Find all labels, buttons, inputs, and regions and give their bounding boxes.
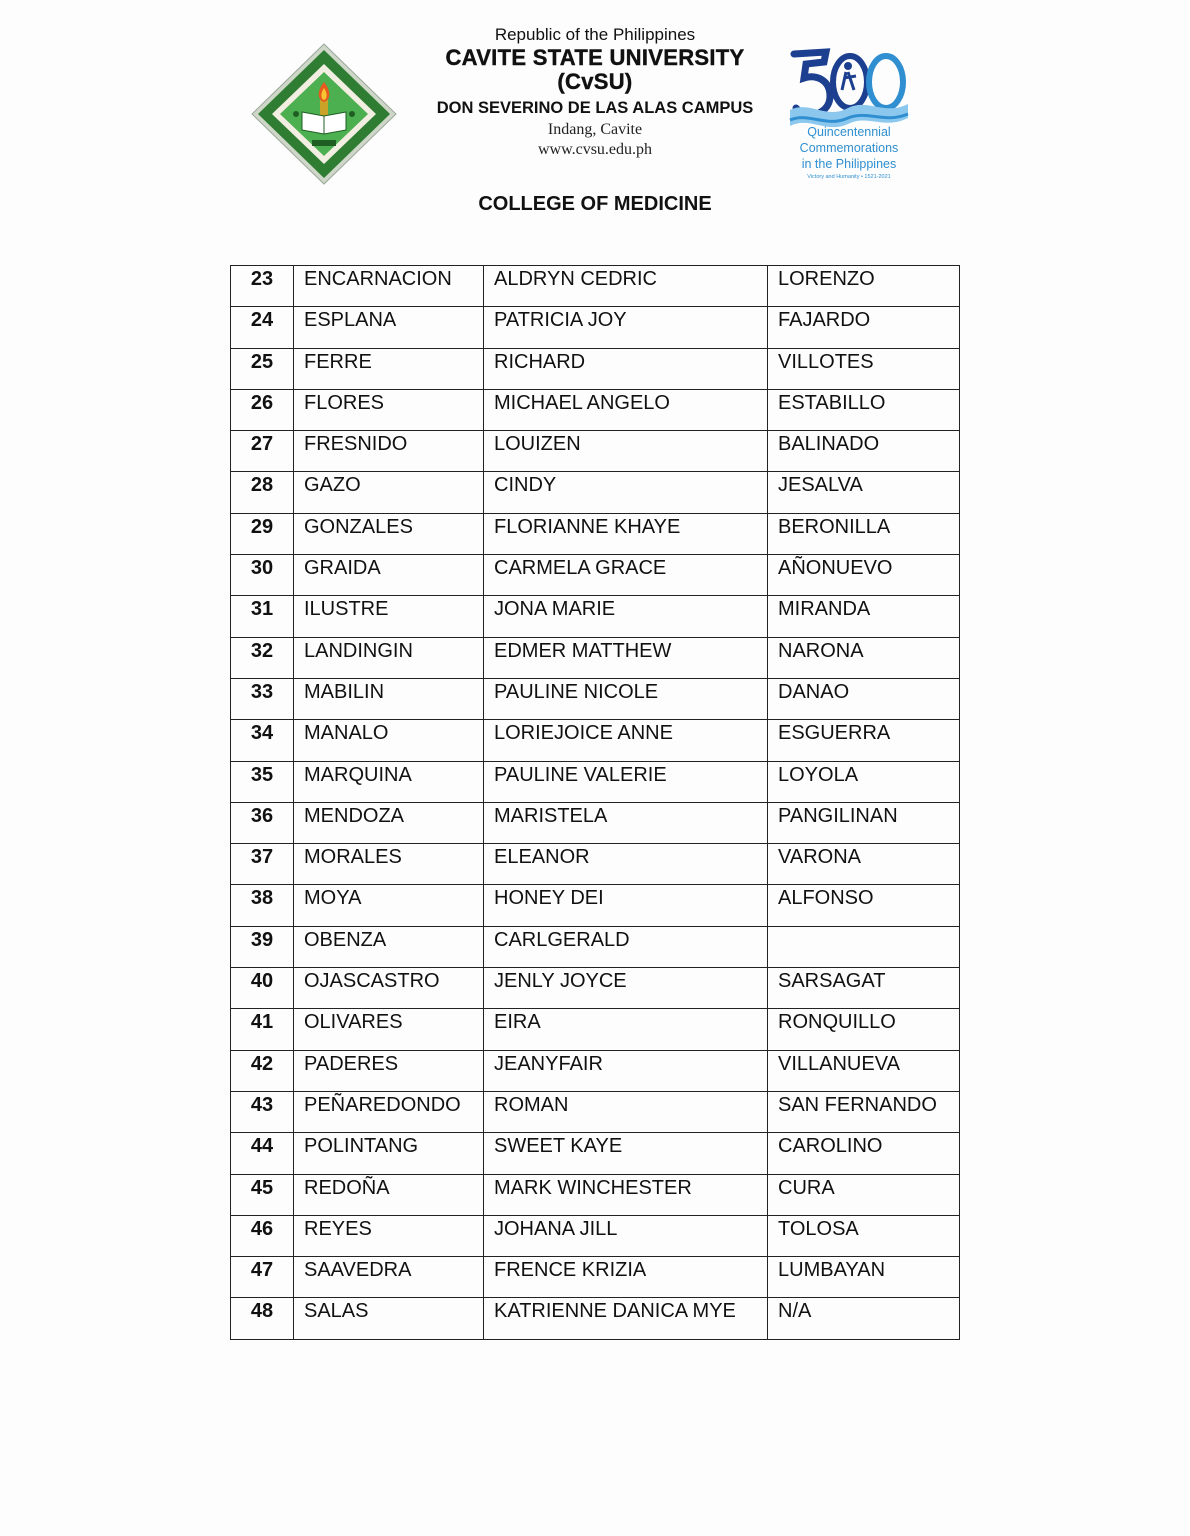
first-name-cell: LOUIZEN (484, 431, 768, 472)
row-number-cell: 27 (231, 431, 294, 472)
last-name-cell: OLIVARES (294, 1009, 484, 1050)
row-number-cell: 30 (231, 555, 294, 596)
first-name-cell: CARMELA GRACE (484, 555, 768, 596)
letterhead (400, 24, 790, 160)
last-name-cell: MARQUINA (294, 761, 484, 802)
middle-name-cell: SARSAGAT (768, 968, 960, 1009)
table-row (231, 1257, 960, 1298)
roster-body (231, 266, 960, 1340)
first-name-cell: ALDRYN CEDRIC (484, 266, 768, 307)
table-row (231, 1009, 960, 1050)
middle-name-cell: RONQUILLO (768, 1009, 960, 1050)
middle-name-cell: CAROLINO (768, 1133, 960, 1174)
middle-name-cell: FAJARDO (768, 307, 960, 348)
first-name-cell: JOHANA JILL (484, 1215, 768, 1256)
row-number-cell: 43 (231, 1091, 294, 1132)
cvsu-seal-icon (250, 42, 398, 186)
row-number-cell: 47 (231, 1257, 294, 1298)
middle-name-cell: ESGUERRA (768, 720, 960, 761)
last-name-cell: LANDINGIN (294, 637, 484, 678)
last-name-cell: ESPLANA (294, 307, 484, 348)
row-number-cell: 32 (231, 637, 294, 678)
last-name-cell: OBENZA (294, 926, 484, 967)
row-number-cell: 46 (231, 1215, 294, 1256)
middle-name-cell: VARONA (768, 844, 960, 885)
table-row (231, 1050, 960, 1091)
table-row (231, 637, 960, 678)
last-name-cell: SALAS (294, 1298, 484, 1339)
table-row (231, 802, 960, 843)
last-name-cell: OJASCASTRO (294, 968, 484, 1009)
row-number-cell: 24 (231, 307, 294, 348)
table-row (231, 472, 960, 513)
middle-name-cell: N/A (768, 1298, 960, 1339)
middle-name-cell: TOLOSA (768, 1215, 960, 1256)
table-row (231, 844, 960, 885)
first-name-cell: EDMER MATTHEW (484, 637, 768, 678)
logo-line-1: Quincentennial (807, 125, 891, 139)
first-name-cell: FRENCE KRIZIA (484, 1257, 768, 1298)
first-name-cell: JEANYFAIR (484, 1050, 768, 1091)
university-abbreviation: (CvSU) (557, 69, 633, 94)
row-number-cell: 41 (231, 1009, 294, 1050)
row-number-cell: 26 (231, 389, 294, 430)
table-row (231, 348, 960, 389)
table-row (231, 1174, 960, 1215)
last-name-cell: PEÑAREDONDO (294, 1091, 484, 1132)
row-number-cell: 33 (231, 678, 294, 719)
table-row (231, 1133, 960, 1174)
table-row (231, 885, 960, 926)
middle-name-cell: CURA (768, 1174, 960, 1215)
student-roster-table (230, 265, 960, 1340)
middle-name-cell: DANAO (768, 678, 960, 719)
row-number-cell: 48 (231, 1298, 294, 1339)
republic-line: Republic of the Philippines (494, 25, 696, 44)
table-row (231, 1091, 960, 1132)
last-name-cell: FLORES (294, 389, 484, 430)
last-name-cell: MORALES (294, 844, 484, 885)
middle-name-cell: VILLANUEVA (768, 1050, 960, 1091)
middle-name-cell (768, 926, 960, 967)
row-number-cell: 35 (231, 761, 294, 802)
row-number-cell: 29 (231, 513, 294, 554)
middle-name-cell: AÑONUEVO (768, 555, 960, 596)
last-name-cell: REYES (294, 1215, 484, 1256)
last-name-cell: GONZALES (294, 513, 484, 554)
row-number-cell: 44 (231, 1133, 294, 1174)
middle-name-cell: LUMBAYAN (768, 1257, 960, 1298)
last-name-cell: REDOÑA (294, 1174, 484, 1215)
table-row (231, 596, 960, 637)
first-name-cell: PAULINE NICOLE (484, 678, 768, 719)
table-row (231, 720, 960, 761)
first-name-cell: LORIEJOICE ANNE (484, 720, 768, 761)
table-row (231, 431, 960, 472)
last-name-cell: GRAIDA (294, 555, 484, 596)
table-row (231, 307, 960, 348)
middle-name-cell: BERONILLA (768, 513, 960, 554)
first-name-cell: CARLGERALD (484, 926, 768, 967)
first-name-cell: MICHAEL ANGELO (484, 389, 768, 430)
middle-name-cell: ALFONSO (768, 885, 960, 926)
table-row (231, 761, 960, 802)
last-name-cell: POLINTANG (294, 1133, 484, 1174)
last-name-cell: FRESNIDO (294, 431, 484, 472)
row-number-cell: 40 (231, 968, 294, 1009)
last-name-cell: MENDOZA (294, 802, 484, 843)
row-number-cell: 45 (231, 1174, 294, 1215)
middle-name-cell: JESALVA (768, 472, 960, 513)
last-name-cell: MABILIN (294, 678, 484, 719)
row-number-cell: 25 (231, 348, 294, 389)
middle-name-cell: LORENZO (768, 266, 960, 307)
last-name-cell: PADERES (294, 1050, 484, 1091)
table-row (231, 555, 960, 596)
row-number-cell: 39 (231, 926, 294, 967)
last-name-cell: GAZO (294, 472, 484, 513)
university-name: CAVITE STATE UNIVERSITY (445, 45, 745, 70)
table-row (231, 678, 960, 719)
first-name-cell: PATRICIA JOY (484, 307, 768, 348)
first-name-cell: MARK WINCHESTER (484, 1174, 768, 1215)
first-name-cell: HONEY DEI (484, 885, 768, 926)
last-name-cell: MOYA (294, 885, 484, 926)
college-title: COLLEGE OF MEDICINE (478, 193, 712, 215)
last-name-cell: ILUSTRE (294, 596, 484, 637)
middle-name-cell: VILLOTES (768, 348, 960, 389)
logo-line-3: in the Philippines (801, 157, 897, 171)
campus-name: DON SEVERINO DE LAS ALAS CAMPUS (436, 99, 754, 117)
middle-name-cell: ESTABILLO (768, 389, 960, 430)
table-row (231, 1298, 960, 1339)
first-name-cell: PAULINE VALERIE (484, 761, 768, 802)
first-name-cell: RICHARD (484, 348, 768, 389)
first-name-cell: SWEET KAYE (484, 1133, 768, 1174)
first-name-cell: FLORIANNE KHAYE (484, 513, 768, 554)
table-row (231, 1215, 960, 1256)
last-name-cell: SAAVEDRA (294, 1257, 484, 1298)
first-name-cell: ROMAN (484, 1091, 768, 1132)
first-name-cell: KATRIENNE DANICA MYE (484, 1298, 768, 1339)
middle-name-cell: PANGILINAN (768, 802, 960, 843)
quincentennial-500-logo-icon (786, 44, 912, 180)
row-number-cell: 34 (231, 720, 294, 761)
table-row (231, 968, 960, 1009)
table-row (231, 389, 960, 430)
row-number-cell: 23 (231, 266, 294, 307)
row-number-cell: 31 (231, 596, 294, 637)
address-line: Indang, Cavite (547, 121, 643, 138)
row-number-cell: 36 (231, 802, 294, 843)
first-name-cell: CINDY (484, 472, 768, 513)
row-number-cell: 42 (231, 1050, 294, 1091)
row-number-cell: 28 (231, 472, 294, 513)
middle-name-cell: SAN FERNANDO (768, 1091, 960, 1132)
table-row (231, 926, 960, 967)
middle-name-cell: MIRANDA (768, 596, 960, 637)
logo-tagline: Victory and Humanity • 1521-2021 (807, 174, 891, 180)
website-line: www.cvsu.edu.ph (537, 141, 653, 158)
logo-line-2: Commemorations (799, 141, 899, 155)
table-row (231, 266, 960, 307)
first-name-cell: JENLY JOYCE (484, 968, 768, 1009)
last-name-cell: FERRE (294, 348, 484, 389)
first-name-cell: JONA MARIE (484, 596, 768, 637)
middle-name-cell: NARONA (768, 637, 960, 678)
row-number-cell: 37 (231, 844, 294, 885)
first-name-cell: MARISTELA (484, 802, 768, 843)
first-name-cell: EIRA (484, 1009, 768, 1050)
first-name-cell: ELEANOR (484, 844, 768, 885)
row-number-cell: 38 (231, 885, 294, 926)
last-name-cell: ENCARNACION (294, 266, 484, 307)
table-row (231, 513, 960, 554)
last-name-cell: MANALO (294, 720, 484, 761)
middle-name-cell: BALINADO (768, 431, 960, 472)
middle-name-cell: LOYOLA (768, 761, 960, 802)
